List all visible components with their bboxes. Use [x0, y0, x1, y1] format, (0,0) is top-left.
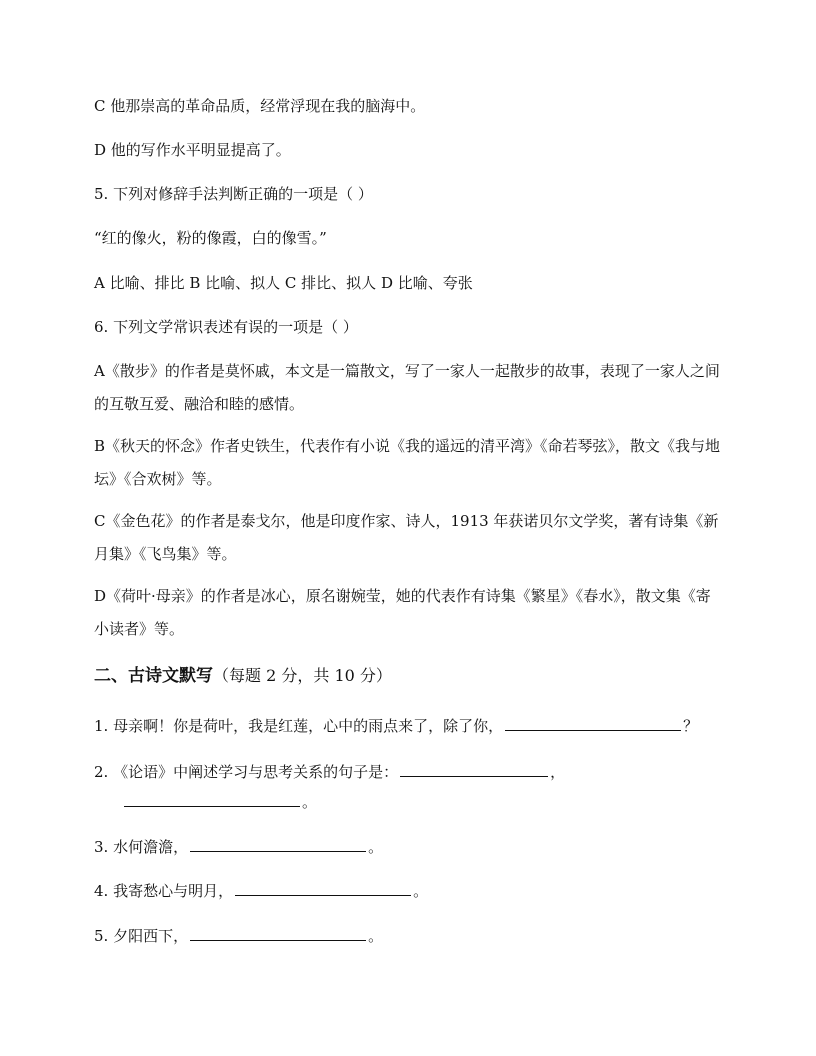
recite-q3-text: 3. 水何澹澹， [94, 838, 189, 856]
section-2-heading [94, 665, 392, 687]
answer-blank[interactable] [400, 760, 548, 777]
recite-q5-end: 。 [368, 927, 384, 945]
q6-option-c: C《金色花》的作者是泰戈尔，他是印度作家、诗人，1913 年获诺贝尔文学奖，著有诗集《新月集》《飞鸟集》等。 [94, 512, 719, 563]
q6-stem: 6. 下列文学常识表述有误的一项是（ ） [94, 318, 358, 336]
answer-blank[interactable] [190, 835, 366, 852]
answer-blank[interactable] [190, 924, 366, 941]
recite-q2-end: 。 [302, 793, 318, 811]
recite-question-2-line-2 [122, 790, 317, 812]
answer-blank[interactable] [124, 790, 300, 807]
recite-q2-comma: ， [550, 763, 566, 781]
recite-q3-end: 。 [368, 838, 384, 856]
q4-option-c: C 他那崇高的革命品质，经常浮现在我的脑海中。 [94, 97, 426, 115]
section-2-score-note: （每题 2 分，共 10 分） [213, 666, 392, 685]
recite-question-3 [94, 835, 734, 857]
recite-q4-end: 。 [413, 882, 429, 900]
q5-options: A 比喻、排比 B 比喻、拟人 C 排比、拟人 D 比喻、夸张 [94, 274, 473, 292]
q6-option-a: A《散步》的作者是莫怀戚，本文是一篇散文，写了一家人一起散步的故事，表现了一家人之间的互敬互爱、融洽和睦的感情。 [94, 362, 720, 413]
section-2-title: 二、古诗文默写 [94, 666, 213, 686]
q5-stem: 5. 下列对修辞手法判断正确的一项是（ ） [94, 185, 373, 203]
recite-q4-text: 4. 我寄愁心与明月， [94, 882, 234, 900]
recite-question-5 [94, 924, 734, 946]
q4-option-d: D 他的写作水平明显提高了。 [94, 141, 291, 159]
q6-option-b: B《秋天的怀念》作者史铁生，代表作有小说《我的遥远的清平湾》《命若琴弦》，散文《我与地坛》《合欢树》等。 [94, 437, 721, 488]
answer-blank[interactable] [235, 879, 411, 896]
recite-q2-text: 2. 《论语》中阐述学习与思考关系的句子是： [94, 763, 399, 781]
recite-q1-text: 1. 母亲啊！你是荷叶，我是红莲，心中的雨点来了，除了你， [94, 717, 504, 735]
recite-q1-end: ？ [683, 717, 699, 735]
recite-question-4 [94, 879, 734, 901]
answer-blank[interactable] [505, 714, 681, 731]
q5-quote: “红的像火，粉的像霞，白的像雪。” [94, 229, 327, 247]
recite-question-1 [94, 714, 734, 736]
recite-q5-text: 5. 夕阳西下， [94, 927, 189, 945]
recite-question-2 [94, 760, 734, 782]
q6-option-d: D《荷叶·母亲》的作者是冰心，原名谢婉莹，她的代表作有诗集《繁星》《春水》，散文集《寄小读者》等。 [94, 587, 711, 638]
